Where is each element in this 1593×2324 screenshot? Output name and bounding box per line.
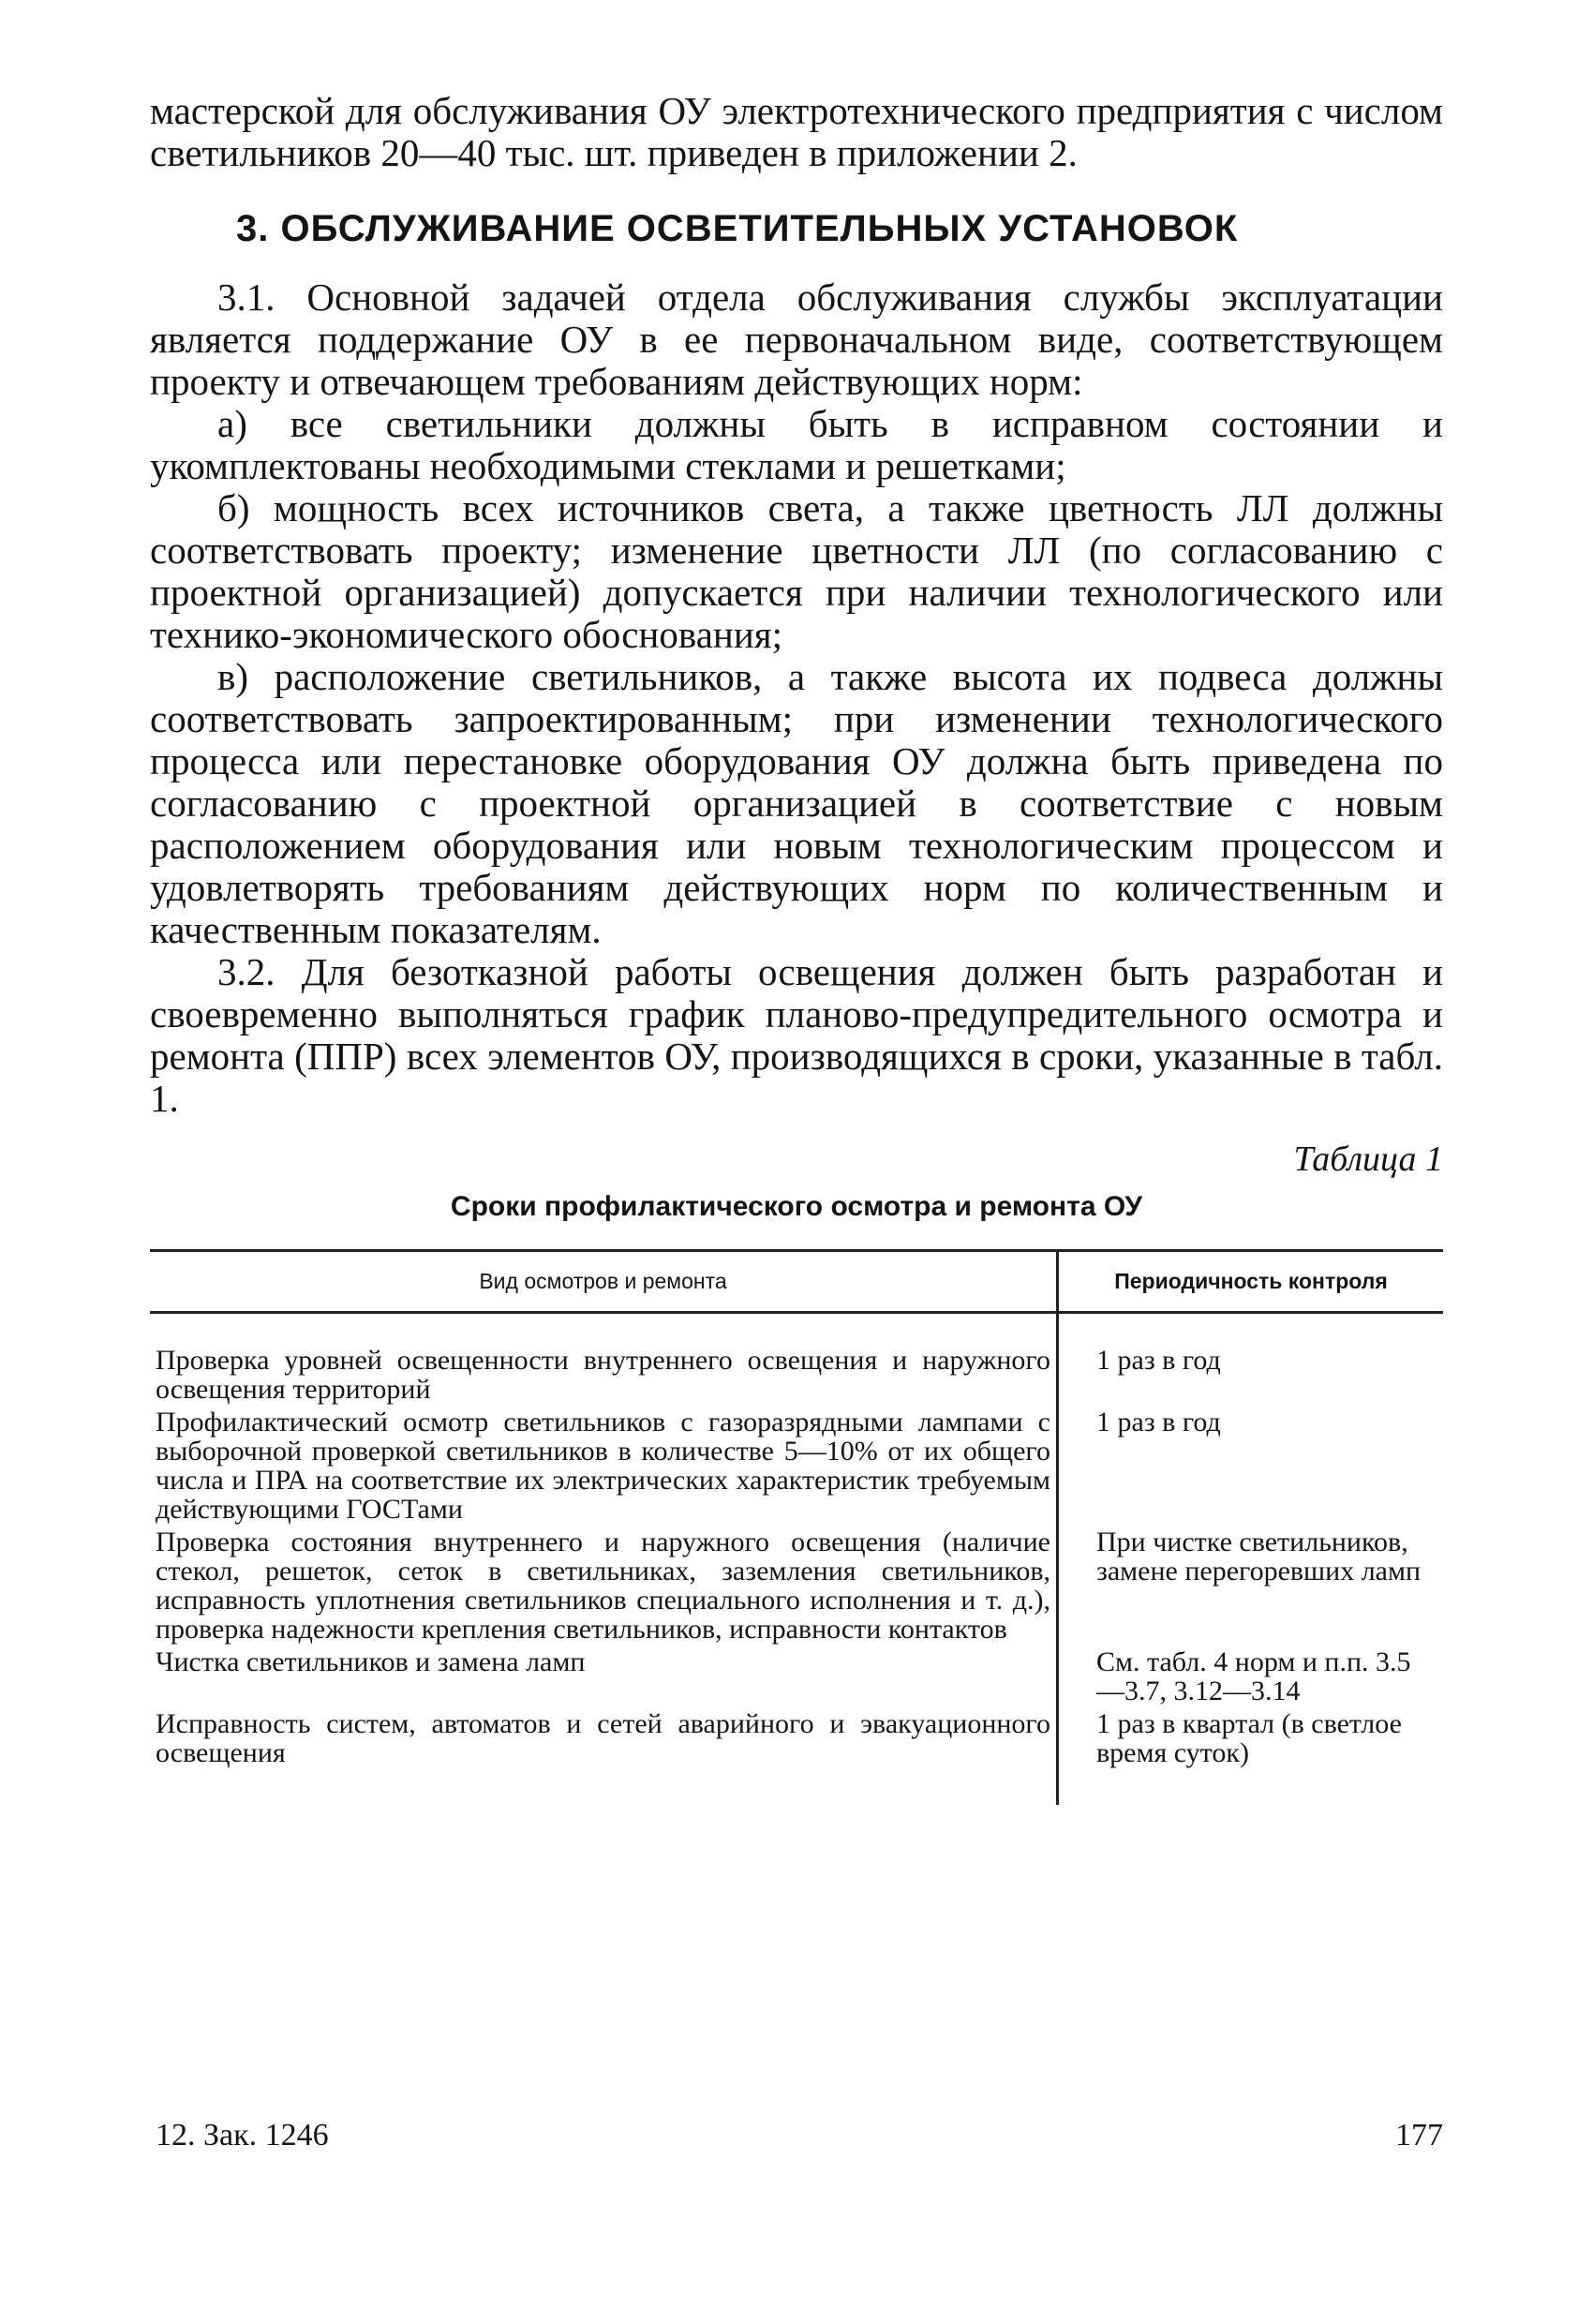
page-number: 177 [1395,2118,1443,2153]
inspection-table [150,1249,1443,1805]
row-type: Проверка уровней освещенности внутреннего освещения и наружного освещения территорий [150,1313,1058,1408]
table-header-row [150,1251,1443,1313]
table-row [150,1313,1443,1408]
print-signature: 12. Зак. 1246 [156,2118,329,2153]
row-type: Исправность систем, автоматов и сетей аварийного и эвакуационного освещения [150,1709,1058,1805]
table-title: Сроки профилактического осмотра и ремонта ОУ [450,1191,1143,1222]
header-type: Вид осмотров и ремонта [150,1251,1058,1313]
row-type: Профилактический осмотр светильников с газоразрядными лампами с выборочной проверкой светильников в количестве 5—10% от их общего числа и ПРА на соответствие их электрических характеристик требуемым действующими ГОСТами [150,1408,1058,1527]
row-period: См. табл. 4 норм и п.п. 3.5—3.7, 3.12—3.14 [1096,1646,1411,1706]
row-period: 1 раз в квартал (в светлое время суток) [1096,1708,1402,1768]
header-period: Периодичность контроля [1114,1269,1388,1293]
document-page [150,90,1443,1805]
section-heading: 3. ОБСЛУЖИВАНИЕ ОСВЕТИТЕЛЬНЫХ УСТАНОВОК [236,208,1239,249]
list-item-v: в) расположение светильников, а также высота их подвеса должны соответствовать запроектированным; при изменении технологического процесса или перестановке оборудования ОУ должна быть приведена по согласованию с проектной организацией в соответствие с новым расположением оборудования или новым технологическим процессом и удовлетворять требованиям действующих норм по количественным и качественным показателям. [150,655,1443,951]
row-period: 1 раз в год [1096,1407,1221,1438]
paragraph-3-1: 3.1. Основной задачей отдела обслуживания службы эксплуатации является поддержание ОУ в ее первоначальном виде, соответствующем проекту и отвечающем требованиям действующих норм: [150,276,1443,403]
row-period: При чистке светильников, замене перегоревших ламп [1096,1527,1422,1587]
row-type: Проверка состояния внутреннего и наружного освещения (наличие стекол, решеток, сеток в светильниках, заземления светильников, исправность уплотнения светильников специального исполнения и т. д.), проверка надежности крепления светильников, исправности контактов [150,1527,1058,1647]
table-row [150,1709,1443,1805]
intro-paragraph: мастерской для обслуживания ОУ электротехнического предприятия с числом светильников 20—40 тыс. шт. приведен в приложении 2. [150,89,1443,174]
table-row [150,1408,1443,1527]
table-row [150,1527,1443,1647]
row-period: 1 раз в год [1096,1345,1221,1376]
table-caption: Таблица 1 [1293,1140,1443,1179]
table-row [150,1647,1443,1709]
list-item-b: б) мощность всех источников света, а также цветность ЛЛ должны соответствовать проекту; изменение цветности ЛЛ (по согласованию с проектной организацией) допускается при наличии технологического или технико-экономического обоснования; [150,486,1443,656]
paragraph-3-2: 3.2. Для безотказной работы освещения должен быть разработан и своевременно выполняться график планово-предупредительного осмотра и ремонта (ППР) всех элементов ОУ, производящихся в сроки, указанные в табл. 1. [150,950,1443,1120]
list-item-a: а) все светильники должны быть в исправном состоянии и укомплектованы необходимыми стеклами и решетками; [150,402,1443,487]
page-footer [156,2118,1443,2153]
row-type: Чистка светильников и замена ламп [150,1647,1058,1709]
